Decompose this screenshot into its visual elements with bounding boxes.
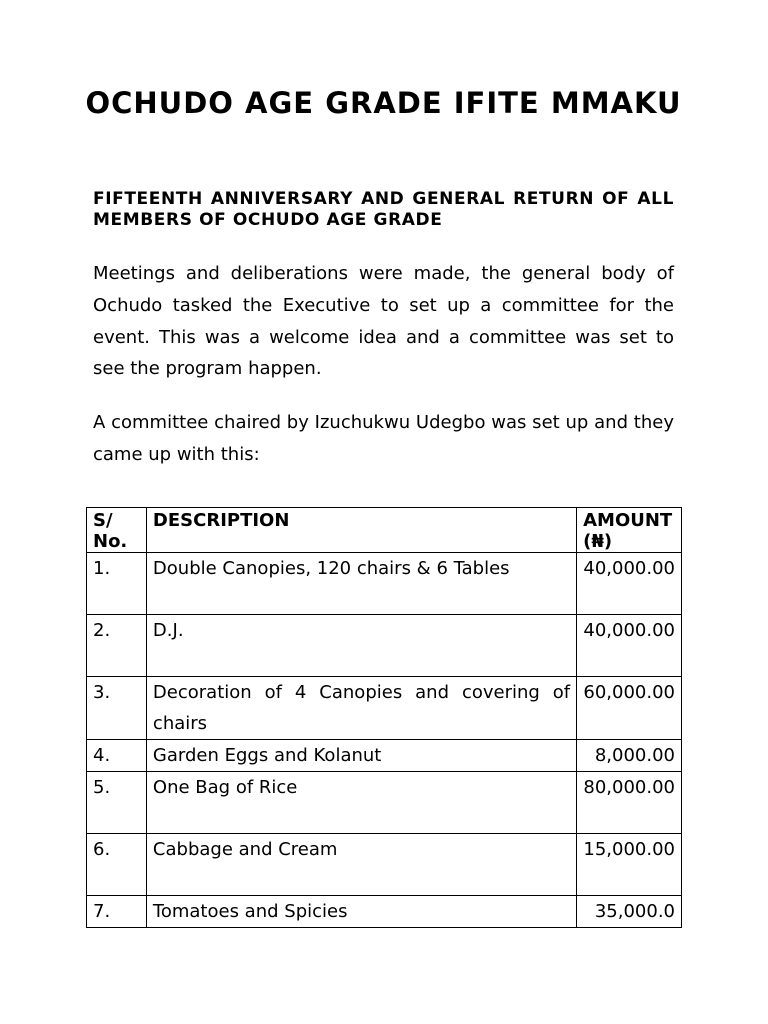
row-amount: 40,000.00 xyxy=(577,615,682,677)
row-sn: 5. xyxy=(87,772,147,834)
row-amount: 8,000.00 xyxy=(577,740,682,772)
document-subtitle: FIFTEENTH ANNIVERSARY AND GENERAL RETURN OF ALL MEMBERS OF OCHUDO AGE GRADE xyxy=(93,189,674,230)
committee-paragraph: A committee chaired by Izuchukwu Udegbo was set up and they came up with this: xyxy=(93,412,674,465)
row-description: D.J. xyxy=(146,615,576,677)
row-amount: 40,000.00 xyxy=(577,553,682,615)
row-description: Tomatoes and Spicies xyxy=(146,896,576,928)
header-amount: AMOUNT (₦) xyxy=(577,508,682,553)
row-amount: 80,000.00 xyxy=(577,772,682,834)
table-row xyxy=(87,677,682,740)
row-amount: 15,000.00 xyxy=(577,834,682,896)
table-row xyxy=(87,834,682,896)
row-sn: 4. xyxy=(87,740,147,772)
row-sn: 7. xyxy=(87,896,147,928)
intro-paragraph: Meetings and deliberations were made, the general body of Ochudo tasked the Executive to set up a committee for the event. This was a welcome idea and a committee was set to see the program happen. xyxy=(93,263,674,380)
row-amount: 60,000.00 xyxy=(577,677,682,740)
row-sn: 1. xyxy=(87,553,147,615)
budget-table xyxy=(86,507,682,928)
row-description: Double Canopies, 120 chairs & 6 Tables xyxy=(146,553,576,615)
table-row xyxy=(87,896,682,928)
row-description: One Bag of Rice xyxy=(146,772,576,834)
header-description: DESCRIPTION xyxy=(146,508,576,553)
header-sn: S/ No. xyxy=(87,508,147,553)
document-title: OCHUDO AGE GRADE IFITE MMAKU xyxy=(85,86,682,120)
table-row xyxy=(87,740,682,772)
row-sn: 6. xyxy=(87,834,147,896)
table-header-row xyxy=(87,508,682,553)
row-description: Garden Eggs and Kolanut xyxy=(146,740,576,772)
table-row xyxy=(87,772,682,834)
table-row xyxy=(87,553,682,615)
row-sn: 2. xyxy=(87,615,147,677)
table-row xyxy=(87,615,682,677)
row-description: Cabbage and Cream xyxy=(146,834,576,896)
row-amount: 35,000.0 xyxy=(577,896,682,928)
row-description: Decoration of 4 Canopies and covering of chairs xyxy=(146,677,576,740)
row-sn: 3. xyxy=(87,677,147,740)
